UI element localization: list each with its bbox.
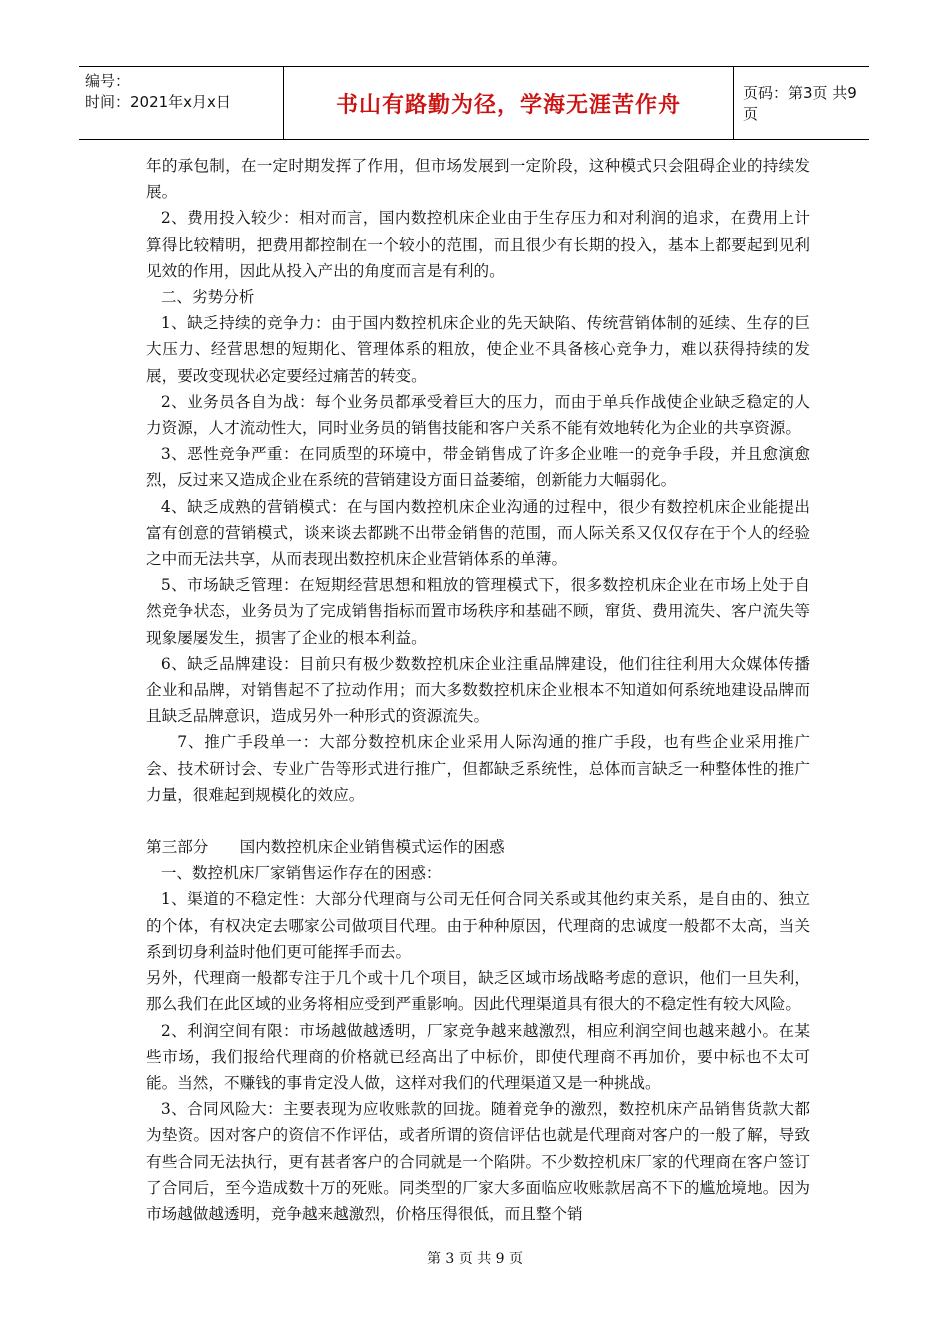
paragraph: 3、恶性竞争严重：在同质型的环境中，带金销售成了许多企业唯一的竞争手段，并且愈演愈烈，反过来又造成企业在系统的营销建设方面日益萎缩，创新能力大幅弱化。	[146, 445, 810, 490]
section-heading: 二、劣势分析	[160, 288, 255, 307]
section-heading: 一、数控机床厂家销售运作存在的困惑：	[160, 864, 442, 883]
paragraph: 6、缺乏品牌建设：目前只有极少数数控机床企业注重品牌建设，他们往往利用大众媒体传播企业和品牌，对销售起不了拉动作用；而大多数数控机床企业根本不知道如何系统地建设品牌而且缺乏品牌意识，造成另外一种形式的资源流失。	[146, 654, 810, 726]
paragraph: 5、市场缺乏管理：在短期经营思想和粗放的管理模式下，很多数控机床企业在市场上处于自然竞争状态，业务员为了完成销售指标而置市场秩序和基础不顾，窜货、费用流失、客户流失等现象屡屡发生，损害了企业的根本利益。	[146, 576, 810, 647]
paragraph-spacer	[146, 808, 810, 834]
paragraph: 7、推广手段单一：大部分数控机床企业采用人际沟通的推广手段，也有些企业采用推广会、技术研讨会、专业广告等形式进行推广，但都缺乏系统性，总体而言缺乏一种整体性的推广力量，很难起到规模化的效应。	[146, 733, 810, 804]
header-motto-cell	[284, 67, 734, 139]
document-body	[146, 153, 810, 1227]
paragraph: 2、费用投入较少：相对而言，国内数控机床企业由于生存压力和对利润的追求，在费用上计算得比较精明，把费用都控制在一个较小的范围，而且很少有长期的投入，基本上都要起到见利见效的作用，因此从投入产出的角度而言是有利的。	[146, 209, 810, 280]
page-header	[79, 66, 869, 140]
paragraph: 3、合同风险大：主要表现为应收账款的回拢。随着竞争的激烈，数控机床产品销售货款大都为垫资。因对客户的资信不作评估，或者所谓的资信评估也就是代理商对客户的一般了解，导致有些合同无法执行，更有甚者客户的合同就是一个陷阱。不少数控机床厂家的代理商在客户签订了合同后，至今造成数十万的死账。同类型的厂家大多面临应收账款居高不下的尴尬境地。因为市场越做越透明，竞争越来越激烈，价格压得很低，而且整个销	[146, 1100, 810, 1223]
paragraph: 年的承包制，在一定时期发挥了作用，但市场发展到一定阶段，这种模式只会阻碍企业的持续发展。	[146, 157, 810, 202]
part-heading: 第三部分 国内数控机床企业销售模式运作的困惑	[146, 838, 505, 857]
paragraph: 2、利润空间有限：市场越做越透明，厂家竞争越来越激烈，相应利润空间也越来越小。在某些市场，我们报给代理商的价格就已经高出了中标价，即使代理商不再加价，要中标也不太可能。当然，不赚钱的事肯定没人做，这样对我们的代理渠道又是一种挑战。	[146, 1021, 810, 1092]
paragraph: 1、缺乏持续的竞争力：由于国内数控机床企业的先天缺陷、传统营销体制的延续、生存的巨大压力、经营思想的短期化、管理体系的粗放，使企业不具备核心竞争力，难以获得持续的发展，要改变现状必定要经过痛苦的转变。	[146, 314, 810, 385]
header-meta	[79, 67, 284, 139]
paragraph: 4、缺乏成熟的营销模式：在与国内数控机床企业沟通的过程中，很少有数控机床企业能提出富有创意的营销模式，谈来谈去都跳不出带金销售的范围，而人际关系又仅仅存在于个人的经验之中而无法共享，从而表现出数控机床企业营销体系的单薄。	[146, 497, 810, 569]
page-footer: 第 3 页 共 9 页	[426, 1251, 524, 1267]
header-page-info: 页码：第3页 共9页	[743, 84, 857, 123]
document-date: 时间：2021年x月x日	[85, 93, 231, 111]
paragraph: 另外，代理商一般都专注于几个或十几个项目，缺乏区域市场战略考虑的意识，他们一旦失利，那么我们在此区域的业务将相应受到严重影响。因此代理渠道具有很大的不稳定性有较大风险。	[146, 969, 810, 1014]
paragraph: 1、渠道的不稳定性：大部分代理商与公司无任何合同关系或其他约束关系，是自由的、独立的个体，有权决定去哪家公司做项目代理。由于种种原因，代理商的忠诚度一般都不太高，当关系到切身利益时他们更可能挥手而去。	[146, 890, 810, 961]
document-number-label: 编号：	[85, 72, 131, 90]
header-motto: 书山有路勤为径，学海无涯苦作舟	[335, 92, 681, 118]
paragraph: 2、业务员各自为战：每个业务员都承受着巨大的压力，而由于单兵作战使企业缺乏稳定的人力资源，人才流动性大，同时业务员的销售技能和客户关系不能有效地转化为企业的共享资源。	[146, 392, 810, 438]
